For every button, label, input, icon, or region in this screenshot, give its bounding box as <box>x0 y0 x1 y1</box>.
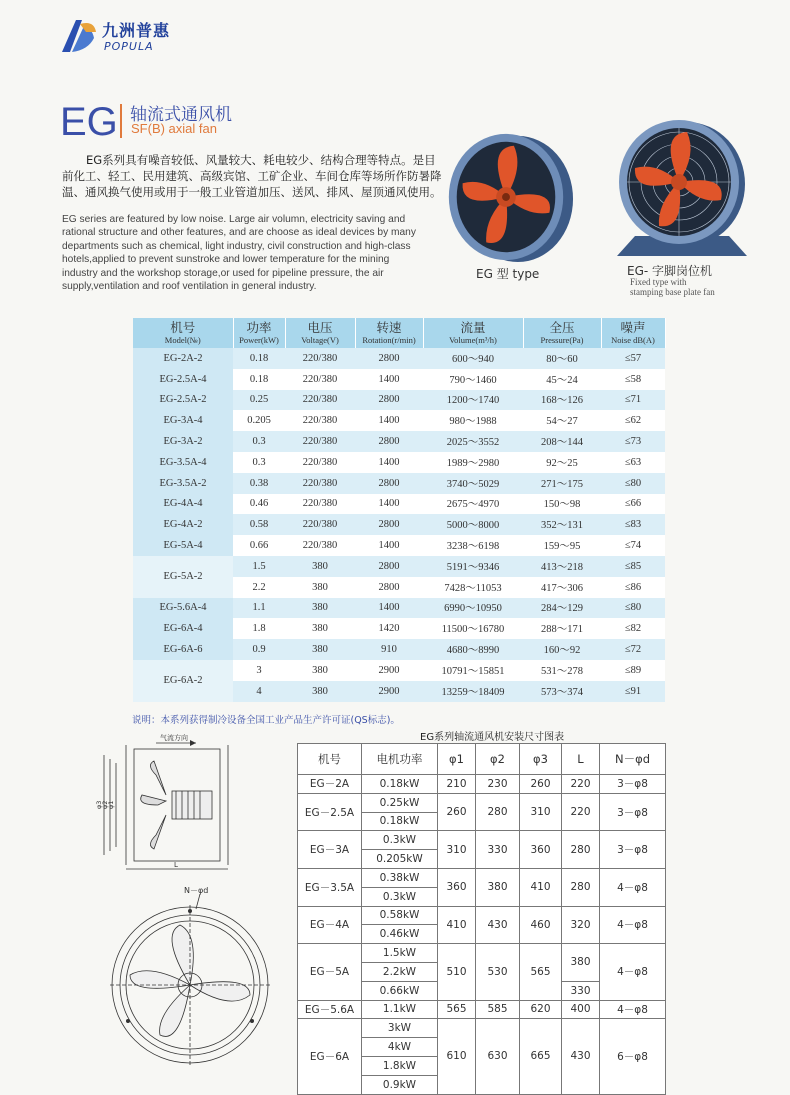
voltage-cell: 220/380 <box>285 514 355 535</box>
performance-header-cell <box>233 318 285 348</box>
side-view-drawing <box>96 735 280 875</box>
d3-cell: 565 <box>520 944 562 1000</box>
voltage-cell: 380 <box>285 681 355 702</box>
table-row <box>133 390 665 411</box>
n-cell: 4－φ8 <box>600 1000 666 1019</box>
table-row <box>133 410 665 431</box>
phi2-label: φ2 <box>101 800 109 809</box>
d2-cell: 380 <box>476 868 520 906</box>
model-cell: EG－4A <box>298 906 362 944</box>
dimension-header-cell: 机号 <box>298 744 362 775</box>
table-row <box>133 535 665 556</box>
table-row <box>133 473 665 494</box>
phi3-label: φ3 <box>95 800 103 809</box>
table-row <box>298 906 666 925</box>
pressure-cell: 168～126 <box>523 390 601 411</box>
model-cell: EG-4A-4 <box>133 494 233 515</box>
table-row <box>133 369 665 390</box>
eg-fan-photo <box>437 128 575 266</box>
table-row <box>133 494 665 515</box>
pressure-cell: 284～129 <box>523 598 601 619</box>
table-row <box>298 793 666 812</box>
pressure-cell: 573～374 <box>523 681 601 702</box>
l-cell: 400 <box>562 1000 600 1019</box>
table-row <box>298 868 666 887</box>
header-en: Power(kW) <box>239 334 279 345</box>
rotation-cell: 1400 <box>355 535 423 556</box>
dimension-header-cell: L <box>562 744 600 775</box>
d1-cell: 610 <box>438 1019 476 1094</box>
volume-cell: 7428～11053 <box>423 577 523 598</box>
power-cell: 3 <box>233 660 285 681</box>
volume-cell: 10791～15851 <box>423 660 523 681</box>
front-view-drawing <box>100 885 280 1065</box>
model-cell: EG-6A-4 <box>133 618 233 639</box>
header-en: Pressure(Pa) <box>540 334 584 345</box>
model-cell: EG-6A-6 <box>133 639 233 660</box>
voltage-cell: 220/380 <box>285 452 355 473</box>
volume-cell: 790～1460 <box>423 369 523 390</box>
series-title-cn: 轴流式通风机 <box>130 105 232 125</box>
phi1-label: φ1 <box>107 800 115 809</box>
header-cn: 功率 <box>246 319 272 335</box>
power-cell: 0.58kW <box>362 906 438 925</box>
header-en: Volume(m³/h) <box>449 334 497 345</box>
rotation-cell: 1400 <box>355 369 423 390</box>
power-cell: 0.25kW <box>362 793 438 812</box>
table-row <box>133 556 665 577</box>
header-cn: 流量 <box>460 319 486 335</box>
pressure-cell: 159～95 <box>523 535 601 556</box>
d2-cell: 280 <box>476 793 520 831</box>
series-code: EG <box>60 100 118 144</box>
fan2-caption: EG- 字脚岗位机 <box>627 264 713 278</box>
rotation-cell: 2800 <box>355 348 423 369</box>
noise-cell: ≤80 <box>601 598 665 619</box>
power-cell: 0.3kW <box>362 887 438 906</box>
table-row <box>298 1000 666 1019</box>
dimension-header-cell: φ1 <box>438 744 476 775</box>
d1-cell: 565 <box>438 1000 476 1019</box>
fan2-subcaption-line1: Fixed type with <box>630 277 687 287</box>
pressure-cell: 80～60 <box>523 348 601 369</box>
model-cell: EG－3A <box>298 831 362 869</box>
power-cell: 0.18 <box>233 369 285 390</box>
noise-cell: ≤73 <box>601 431 665 452</box>
n-cell: 4－φ8 <box>600 944 666 1000</box>
voltage-cell: 380 <box>285 660 355 681</box>
power-cell: 0.66 <box>233 535 285 556</box>
power-cell: 0.66kW <box>362 981 438 1000</box>
voltage-cell: 220/380 <box>285 369 355 390</box>
power-cell: 1.5 <box>233 556 285 577</box>
table-row <box>298 1019 666 1038</box>
power-cell: 2.2 <box>233 577 285 598</box>
power-cell: 4 <box>233 681 285 702</box>
d1-cell: 260 <box>438 793 476 831</box>
table-row <box>133 598 665 619</box>
model-cell: EG-5A-2 <box>133 556 233 598</box>
d3-cell: 410 <box>520 868 562 906</box>
rotation-cell: 1400 <box>355 410 423 431</box>
volume-cell: 980～1988 <box>423 410 523 431</box>
voltage-cell: 380 <box>285 598 355 619</box>
header-cn: 全压 <box>549 319 575 335</box>
rotation-cell: 910 <box>355 639 423 660</box>
performance-header-cell <box>601 318 665 348</box>
intro-text-cn: EG系列具有噪音较低、风量较大、耗电较少、结构合理等特点。是目前化工、轻工、民用建筑、高级宾馆、工矿企业、车间仓库等场所作防暑降温、通风换气使用或用于一般工业管道加压、送风、排风、屋顶通风使用。 <box>62 153 442 199</box>
model-cell: EG－3.5A <box>298 868 362 906</box>
l-cell: 330 <box>562 981 600 1000</box>
voltage-cell: 380 <box>285 577 355 598</box>
model-cell: EG－5.6A <box>298 1000 362 1019</box>
model-cell: EG-5A-4 <box>133 535 233 556</box>
power-cell: 0.205kW <box>362 850 438 869</box>
noise-cell: ≤80 <box>601 473 665 494</box>
volume-cell: 5000～8000 <box>423 514 523 535</box>
pressure-cell: 417～306 <box>523 577 601 598</box>
eg-stand-fan-photo <box>607 116 757 266</box>
power-cell: 3kW <box>362 1019 438 1038</box>
rotation-cell: 1400 <box>355 494 423 515</box>
performance-table-header <box>133 318 665 348</box>
table-row <box>133 660 665 681</box>
voltage-cell: 380 <box>285 556 355 577</box>
brand-mark-icon <box>58 16 98 56</box>
pressure-cell: 288～171 <box>523 618 601 639</box>
power-cell: 0.3 <box>233 452 285 473</box>
model-cell: EG-3.5A-2 <box>133 473 233 494</box>
rotation-cell: 1420 <box>355 618 423 639</box>
table-row <box>298 775 666 794</box>
table-row <box>298 944 666 963</box>
header-cn: 机号 <box>170 319 196 335</box>
l-cell: 280 <box>562 868 600 906</box>
d3-cell: 460 <box>520 906 562 944</box>
performance-header-cell <box>285 318 355 348</box>
rotation-cell: 1400 <box>355 452 423 473</box>
model-cell: EG-3A-2 <box>133 431 233 452</box>
volume-cell: 2675～4970 <box>423 494 523 515</box>
volume-cell: 1200～1740 <box>423 390 523 411</box>
d2-cell: 530 <box>476 944 520 1000</box>
d3-cell: 620 <box>520 1000 562 1019</box>
dimension-header-cell: N－φd <box>600 744 666 775</box>
header-cn: 转速 <box>376 319 402 335</box>
rotation-cell: 1400 <box>355 598 423 619</box>
pressure-cell: 54～27 <box>523 410 601 431</box>
table-row <box>133 618 665 639</box>
rotation-cell: 2800 <box>355 577 423 598</box>
noise-cell: ≤62 <box>601 410 665 431</box>
power-cell: 0.46kW <box>362 925 438 944</box>
dimension-table-header <box>298 744 666 775</box>
d2-cell: 630 <box>476 1019 520 1094</box>
volume-cell: 13259～18409 <box>423 681 523 702</box>
voltage-cell: 220/380 <box>285 390 355 411</box>
pressure-cell: 271～175 <box>523 473 601 494</box>
header-cn: 电压 <box>307 319 333 335</box>
model-cell: EG-3.5A-4 <box>133 452 233 473</box>
d2-cell: 330 <box>476 831 520 869</box>
power-cell: 0.18kW <box>362 775 438 794</box>
l-cell: 220 <box>562 793 600 831</box>
power-cell: 2.2kW <box>362 962 438 981</box>
table-row <box>133 348 665 369</box>
model-cell: EG－2A <box>298 775 362 794</box>
d3-cell: 260 <box>520 775 562 794</box>
noise-cell: ≤66 <box>601 494 665 515</box>
rotation-cell: 2800 <box>355 556 423 577</box>
model-cell: EG-2A-2 <box>133 348 233 369</box>
l-cell: 430 <box>562 1019 600 1094</box>
power-cell: 0.3kW <box>362 831 438 850</box>
dimension-table-title: EG系列轴流通风机安装尺寸图表 <box>420 732 565 743</box>
noise-cell: ≤89 <box>601 660 665 681</box>
header-en: Noise dB(A) <box>611 334 655 345</box>
header-en: Voltage(V) <box>301 334 339 345</box>
d1-cell: 410 <box>438 906 476 944</box>
n-cell: 4－φ8 <box>600 906 666 944</box>
noise-cell: ≤85 <box>601 556 665 577</box>
d3-cell: 360 <box>520 831 562 869</box>
voltage-cell: 220/380 <box>285 431 355 452</box>
noise-cell: ≤58 <box>601 369 665 390</box>
power-cell: 0.18 <box>233 348 285 369</box>
d1-cell: 360 <box>438 868 476 906</box>
noise-cell: ≤72 <box>601 639 665 660</box>
nphid-label: N－φd <box>184 886 209 895</box>
noise-cell: ≤71 <box>601 390 665 411</box>
series-title-en: SF(B) axial fan <box>131 121 217 136</box>
pressure-cell: 413～218 <box>523 556 601 577</box>
brand-name-cn: 九洲普惠 <box>102 21 171 40</box>
header-cn: 噪声 <box>620 319 646 335</box>
noise-cell: ≤57 <box>601 348 665 369</box>
d2-cell: 430 <box>476 906 520 944</box>
volume-cell: 6990～10950 <box>423 598 523 619</box>
pressure-cell: 160～92 <box>523 639 601 660</box>
brand-logo <box>58 14 198 58</box>
d3-cell: 310 <box>520 793 562 831</box>
power-cell: 0.9kW <box>362 1075 438 1094</box>
fan2-subcaption <box>630 277 715 297</box>
performance-header-cell <box>133 318 233 348</box>
noise-cell: ≤83 <box>601 514 665 535</box>
l-cell: 320 <box>562 906 600 944</box>
noise-cell: ≤74 <box>601 535 665 556</box>
pressure-cell: 531～278 <box>523 660 601 681</box>
table-row <box>133 514 665 535</box>
n-cell: 3－φ8 <box>600 793 666 831</box>
header-en: Model(№) <box>164 334 201 345</box>
noise-cell: ≤63 <box>601 452 665 473</box>
model-cell: EG-2.5A-4 <box>133 369 233 390</box>
d1-cell: 210 <box>438 775 476 794</box>
volume-cell: 11500～16780 <box>423 618 523 639</box>
power-cell: 4kW <box>362 1038 438 1057</box>
noise-cell: ≤91 <box>601 681 665 702</box>
power-cell: 0.25 <box>233 390 285 411</box>
volume-cell: 3740～5029 <box>423 473 523 494</box>
performance-header-cell <box>523 318 601 348</box>
table-row <box>298 831 666 850</box>
d1-cell: 510 <box>438 944 476 1000</box>
voltage-cell: 220/380 <box>285 473 355 494</box>
voltage-cell: 220/380 <box>285 535 355 556</box>
dimension-header-cell: φ3 <box>520 744 562 775</box>
performance-table <box>133 318 666 702</box>
fan2-subcaption-line2: stamping base plate fan <box>630 287 715 297</box>
power-cell: 0.205 <box>233 410 285 431</box>
model-cell: EG－6A <box>298 1019 362 1094</box>
header-en: Rotation(r/min) <box>362 334 416 345</box>
model-cell: EG-3A-4 <box>133 410 233 431</box>
power-cell: 0.38kW <box>362 868 438 887</box>
volume-cell: 3238～6198 <box>423 535 523 556</box>
power-cell: 1.8kW <box>362 1056 438 1075</box>
intro-text-en: EG series are featured by low noise. Large air volumn, electricity saving and rational structure and other features, and are choose as ideal devices by many departments such as chemical, light industry, civil construction and high-class hotels,applied to prevent sunstroke and lower temperature for the mining industry and the workshop storage,or used for pipeline pressure, the air supply,ventilation and roof ventilation in general industry. <box>62 214 416 293</box>
power-cell: 0.38 <box>233 473 285 494</box>
voltage-cell: 220/380 <box>285 410 355 431</box>
volume-cell: 2025～3552 <box>423 431 523 452</box>
rotation-cell: 2800 <box>355 431 423 452</box>
model-cell: EG－2.5A <box>298 793 362 831</box>
rotation-cell: 2900 <box>355 681 423 702</box>
heading-divider <box>120 104 122 138</box>
rotation-cell: 2800 <box>355 514 423 535</box>
model-cell: EG-6A-2 <box>133 660 233 702</box>
length-label: L <box>174 861 178 869</box>
power-cell: 1.5kW <box>362 944 438 963</box>
volume-cell: 5191～9346 <box>423 556 523 577</box>
voltage-cell: 220/380 <box>285 494 355 515</box>
license-note: 说明：本系列获得制冷设备全国工业产品生产许可证(QS标志)。 <box>132 715 400 726</box>
model-cell: EG-2.5A-2 <box>133 390 233 411</box>
model-cell: EG-5.6A-4 <box>133 598 233 619</box>
n-cell: 3－φ8 <box>600 831 666 869</box>
pressure-cell: 92～25 <box>523 452 601 473</box>
table-row <box>133 639 665 660</box>
power-cell: 0.58 <box>233 514 285 535</box>
l-cell: 380 <box>562 944 600 982</box>
voltage-cell: 380 <box>285 639 355 660</box>
d3-cell: 665 <box>520 1019 562 1094</box>
rotation-cell: 2800 <box>355 390 423 411</box>
power-cell: 1.1kW <box>362 1000 438 1019</box>
d2-cell: 585 <box>476 1000 520 1019</box>
volume-cell: 600～940 <box>423 348 523 369</box>
power-cell: 0.9 <box>233 639 285 660</box>
power-cell: 1.8 <box>233 618 285 639</box>
volume-cell: 1989～2980 <box>423 452 523 473</box>
n-cell: 3－φ8 <box>600 775 666 794</box>
performance-header-cell <box>355 318 423 348</box>
pressure-cell: 150～98 <box>523 494 601 515</box>
l-cell: 220 <box>562 775 600 794</box>
power-cell: 1.1 <box>233 598 285 619</box>
pressure-cell: 208～144 <box>523 431 601 452</box>
dimension-header-cell: 电机功率 <box>362 744 438 775</box>
dimension-table <box>297 743 666 1095</box>
table-row <box>133 452 665 473</box>
n-cell: 4－φ8 <box>600 868 666 906</box>
power-cell: 0.18kW <box>362 812 438 831</box>
n-cell: 6－φ8 <box>600 1019 666 1094</box>
model-cell: EG－5A <box>298 944 362 1000</box>
l-cell: 280 <box>562 831 600 869</box>
voltage-cell: 220/380 <box>285 348 355 369</box>
volume-cell: 4680～8990 <box>423 639 523 660</box>
d2-cell: 230 <box>476 775 520 794</box>
voltage-cell: 380 <box>285 618 355 639</box>
power-cell: 0.3 <box>233 431 285 452</box>
pressure-cell: 45～24 <box>523 369 601 390</box>
airflow-label: 气流方向 <box>160 734 188 742</box>
pressure-cell: 352～131 <box>523 514 601 535</box>
table-row <box>133 431 665 452</box>
noise-cell: ≤86 <box>601 577 665 598</box>
dimension-header-cell: φ2 <box>476 744 520 775</box>
rotation-cell: 2900 <box>355 660 423 681</box>
power-cell: 0.46 <box>233 494 285 515</box>
d1-cell: 310 <box>438 831 476 869</box>
rotation-cell: 2800 <box>355 473 423 494</box>
noise-cell: ≤82 <box>601 618 665 639</box>
model-cell: EG-4A-2 <box>133 514 233 535</box>
brand-name-en: POPULA <box>104 40 154 53</box>
performance-header-cell <box>423 318 523 348</box>
fan1-caption: EG 型 type <box>476 267 540 281</box>
